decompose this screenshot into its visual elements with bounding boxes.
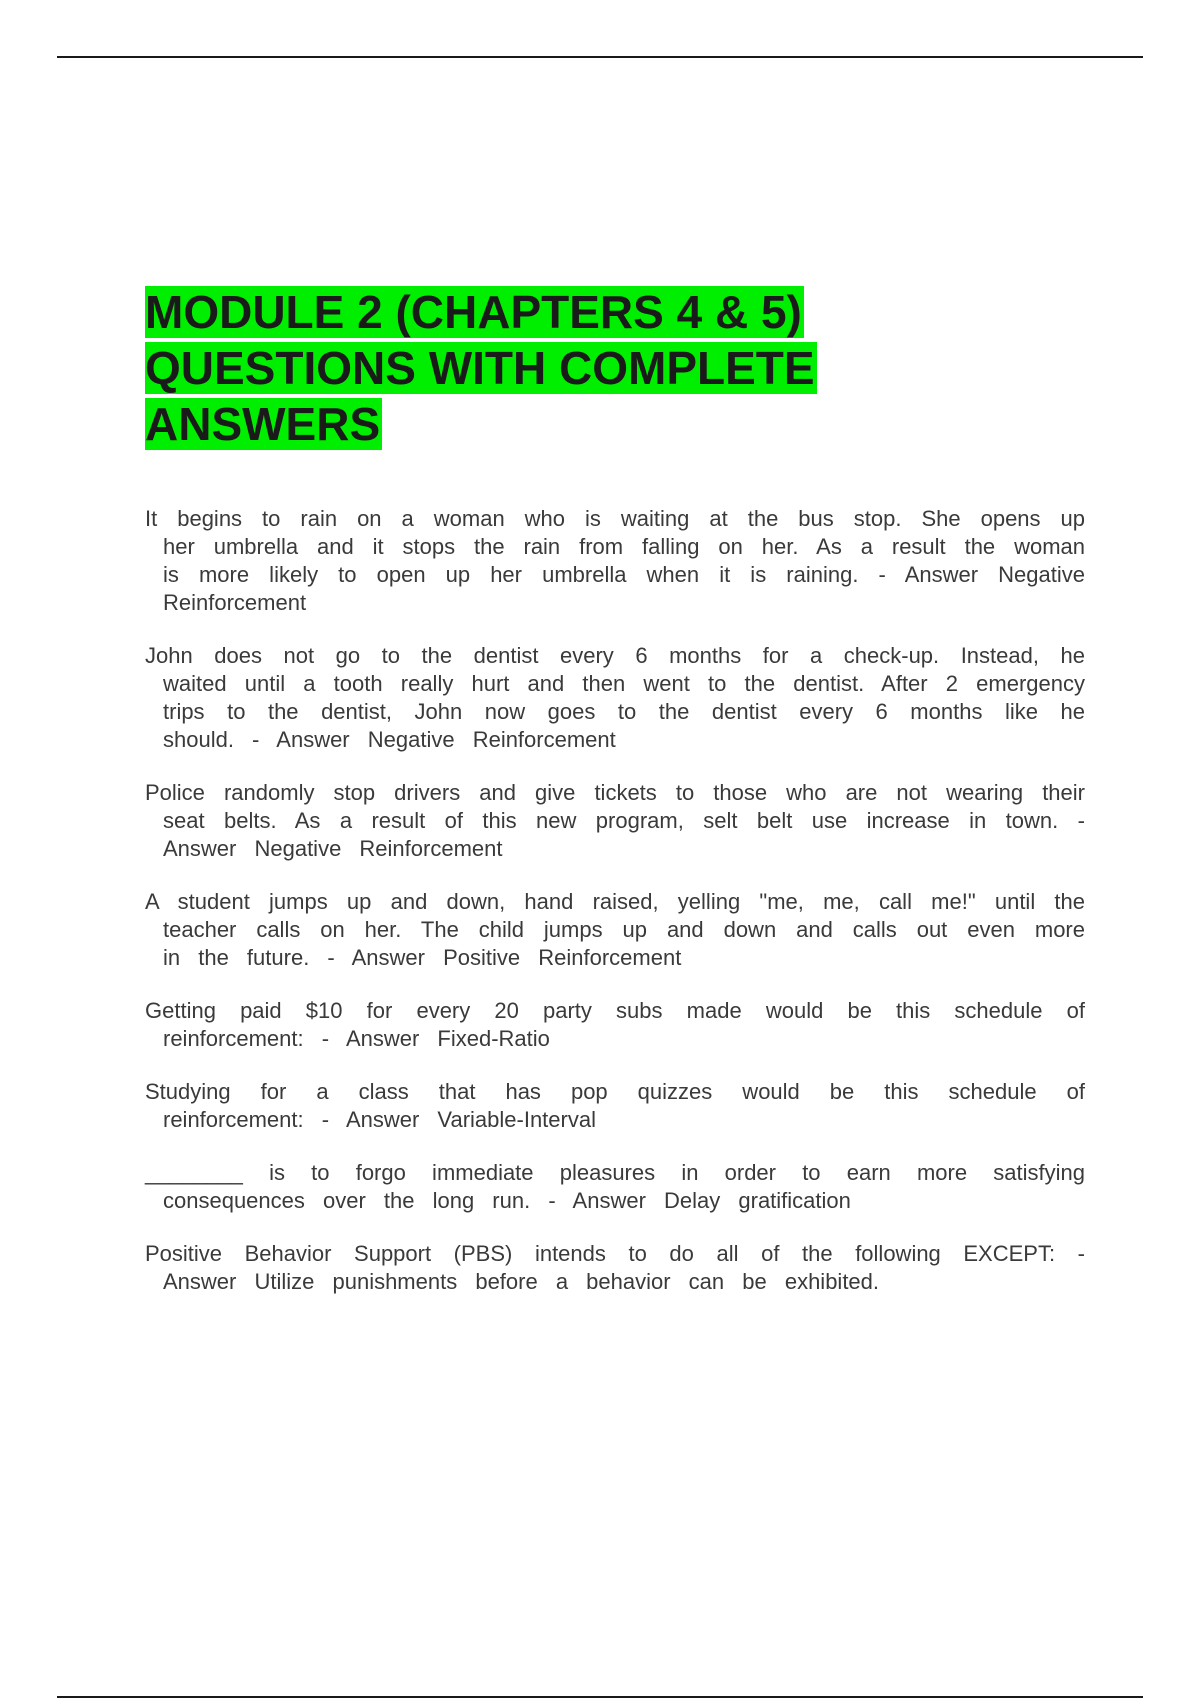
question-answer-item: Police randomly stop drivers and give tickets to those who are not wearing their seat belts. As a result of this new program, selt belt use increase in town. - Answer Negative Reinforcement bbox=[145, 780, 1085, 861]
question-answer-item: John does not go to the dentist every 6 months for a check-up. Instead, he waited until a tooth really hurt and then went to the dentist. After 2 emergency trips to the dentist, John now goes to the dentist every 6 months like he should. - Answer Negative Reinforcement bbox=[145, 643, 1085, 752]
footer-rule bbox=[57, 1696, 1143, 1698]
question-answer-item: Studying for a class that has pop quizzes would be this schedule of reinforcement: - Answer Variable-Interval bbox=[145, 1079, 1085, 1132]
question-answer-item: A student jumps up and down, hand raised, yelling "me, me, call me!" until the teacher calls on her. The child jumps up and down and calls out even more in the future. - Answer Positive Reinforcement bbox=[145, 889, 1085, 970]
question-answer-item: ________ is to forgo immediate pleasures in order to earn more satisfying consequences over the long run. - Answer Delay gratification bbox=[145, 1160, 1085, 1213]
title-line: QUESTIONS WITH COMPLETE bbox=[145, 342, 815, 394]
title-line: MODULE 2 (CHAPTERS 4 & 5) bbox=[145, 286, 802, 338]
document-title bbox=[145, 284, 1045, 452]
question-answer-list bbox=[145, 505, 1085, 1321]
question-answer-item: It begins to rain on a woman who is waiting at the bus stop. She opens up her umbrella and it stops the rain from falling on her. As a result the woman is more likely to open up her umbrella when it is raining. - Answer Negative Reinforcement bbox=[145, 506, 1085, 615]
header-rule bbox=[57, 56, 1143, 58]
title-line: ANSWERS bbox=[145, 398, 381, 450]
question-answer-item: Getting paid $10 for every 20 party subs made would be this schedule of reinforcement: - Answer Fixed-Ratio bbox=[145, 998, 1085, 1051]
question-answer-item: Positive Behavior Support (PBS) intends to do all of the following EXCEPT: - Answer Utilize punishments before a behavior can be exhibited. bbox=[145, 1241, 1085, 1294]
